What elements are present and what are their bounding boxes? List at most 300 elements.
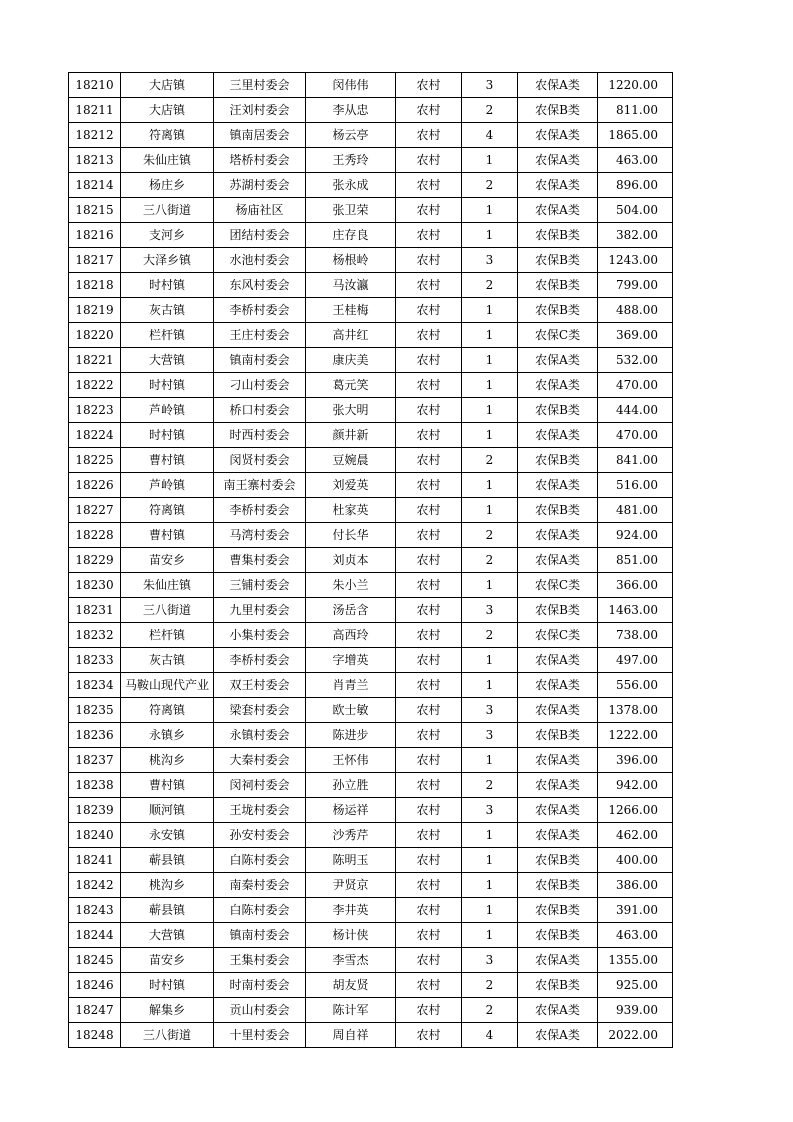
amount-cell: 532.00	[598, 348, 673, 373]
township-cell: 桃沟乡	[121, 748, 214, 773]
person-name-cell: 刘贞本	[306, 548, 396, 573]
household-count-cell: 3	[462, 73, 518, 98]
village-committee-cell: 三铺村委会	[214, 573, 306, 598]
household-count-cell: 1	[462, 498, 518, 523]
record-id-cell: 18226	[69, 473, 121, 498]
record-id-cell: 18216	[69, 223, 121, 248]
insurance-category-cell: 农保B类	[518, 898, 598, 923]
residence-type-cell: 农村	[396, 623, 462, 648]
amount-cell: 1266.00	[598, 798, 673, 823]
household-count-cell: 1	[462, 673, 518, 698]
record-id-cell: 18228	[69, 523, 121, 548]
table-row	[69, 823, 673, 848]
household-count-cell: 1	[462, 423, 518, 448]
insurance-category-cell: 农保C类	[518, 573, 598, 598]
person-name-cell: 豆婉晨	[306, 448, 396, 473]
household-count-cell: 1	[462, 573, 518, 598]
table-row	[69, 423, 673, 448]
household-count-cell: 1	[462, 923, 518, 948]
amount-cell: 400.00	[598, 848, 673, 873]
table-row	[69, 398, 673, 423]
table-row	[69, 898, 673, 923]
table-row	[69, 673, 673, 698]
residence-type-cell: 农村	[396, 673, 462, 698]
household-count-cell: 1	[462, 298, 518, 323]
person-name-cell: 杨运祥	[306, 798, 396, 823]
insurance-category-cell: 农保B类	[518, 923, 598, 948]
person-name-cell: 庄存良	[306, 223, 396, 248]
township-cell: 蕲县镇	[121, 848, 214, 873]
township-cell: 三八街道	[121, 198, 214, 223]
residence-type-cell: 农村	[396, 348, 462, 373]
residence-type-cell: 农村	[396, 773, 462, 798]
insurance-category-cell: 农保A类	[518, 423, 598, 448]
village-committee-cell: 镇南村委会	[214, 923, 306, 948]
residence-type-cell: 农村	[396, 423, 462, 448]
amount-cell: 851.00	[598, 548, 673, 573]
township-cell: 桃沟乡	[121, 873, 214, 898]
residence-type-cell: 农村	[396, 373, 462, 398]
record-id-cell: 18213	[69, 148, 121, 173]
township-cell: 时村镇	[121, 423, 214, 448]
person-name-cell: 沙秀芹	[306, 823, 396, 848]
record-id-cell: 18234	[69, 673, 121, 698]
person-name-cell: 刘爱英	[306, 473, 396, 498]
household-count-cell: 1	[462, 898, 518, 923]
residence-type-cell: 农村	[396, 848, 462, 873]
amount-cell: 799.00	[598, 273, 673, 298]
township-cell: 栏杆镇	[121, 323, 214, 348]
village-committee-cell: 曹集村委会	[214, 548, 306, 573]
village-committee-cell: 时南村委会	[214, 973, 306, 998]
household-count-cell: 2	[462, 273, 518, 298]
person-name-cell: 闵伟伟	[306, 73, 396, 98]
table-row	[69, 298, 673, 323]
person-name-cell: 汤岳含	[306, 598, 396, 623]
household-count-cell: 2	[462, 973, 518, 998]
residence-type-cell: 农村	[396, 148, 462, 173]
residence-type-cell: 农村	[396, 298, 462, 323]
township-cell: 芦岭镇	[121, 473, 214, 498]
residence-type-cell: 农村	[396, 598, 462, 623]
household-count-cell: 2	[462, 98, 518, 123]
insurance-category-cell: 农保B类	[518, 723, 598, 748]
household-count-cell: 2	[462, 173, 518, 198]
table-row	[69, 548, 673, 573]
record-id-cell: 18230	[69, 573, 121, 598]
residence-type-cell: 农村	[396, 123, 462, 148]
amount-cell: 396.00	[598, 748, 673, 773]
township-cell: 杨庄乡	[121, 173, 214, 198]
household-count-cell: 2	[462, 448, 518, 473]
record-id-cell: 18227	[69, 498, 121, 523]
household-count-cell: 1	[462, 848, 518, 873]
township-cell: 解集乡	[121, 998, 214, 1023]
village-committee-cell: 小集村委会	[214, 623, 306, 648]
record-id-cell: 18245	[69, 948, 121, 973]
household-count-cell: 2	[462, 548, 518, 573]
residence-type-cell: 农村	[396, 748, 462, 773]
household-count-cell: 2	[462, 998, 518, 1023]
record-id-cell: 18240	[69, 823, 121, 848]
table-row	[69, 798, 673, 823]
household-count-cell: 1	[462, 348, 518, 373]
township-cell: 时村镇	[121, 373, 214, 398]
table-row	[69, 598, 673, 623]
table-row	[69, 98, 673, 123]
village-committee-cell: 刁山村委会	[214, 373, 306, 398]
residence-type-cell: 农村	[396, 248, 462, 273]
household-count-cell: 1	[462, 823, 518, 848]
amount-cell: 1463.00	[598, 598, 673, 623]
person-name-cell: 字增英	[306, 648, 396, 673]
residence-type-cell: 农村	[396, 923, 462, 948]
person-name-cell: 李井英	[306, 898, 396, 923]
insurance-category-cell: 农保A类	[518, 998, 598, 1023]
table-row	[69, 848, 673, 873]
table-row	[69, 323, 673, 348]
record-id-cell: 18223	[69, 398, 121, 423]
insurance-category-cell: 农保A类	[518, 198, 598, 223]
record-id-cell: 18244	[69, 923, 121, 948]
township-cell: 大店镇	[121, 73, 214, 98]
record-id-cell: 18237	[69, 748, 121, 773]
person-name-cell: 康庆美	[306, 348, 396, 373]
village-committee-cell: 白陈村委会	[214, 848, 306, 873]
village-committee-cell: 三里村委会	[214, 73, 306, 98]
residence-type-cell: 农村	[396, 998, 462, 1023]
insurance-category-cell: 农保B类	[518, 448, 598, 473]
insurance-category-cell: 农保B类	[518, 873, 598, 898]
village-committee-cell: 苏湖村委会	[214, 173, 306, 198]
table-row	[69, 698, 673, 723]
insurance-category-cell: 农保C类	[518, 623, 598, 648]
township-cell: 朱仙庄镇	[121, 148, 214, 173]
village-committee-cell: 李桥村委会	[214, 648, 306, 673]
table-row	[69, 523, 673, 548]
residence-type-cell: 农村	[396, 723, 462, 748]
village-committee-cell: 塔桥村委会	[214, 148, 306, 173]
township-cell: 符离镇	[121, 123, 214, 148]
insurance-category-cell: 农保A类	[518, 948, 598, 973]
person-name-cell: 欧士敏	[306, 698, 396, 723]
township-cell: 大泽乡镇	[121, 248, 214, 273]
insurance-category-cell: 农保A类	[518, 698, 598, 723]
person-name-cell: 陈计军	[306, 998, 396, 1023]
table-row	[69, 73, 673, 98]
record-id-cell: 18210	[69, 73, 121, 98]
record-id-cell: 18233	[69, 648, 121, 673]
insurance-category-cell: 农保A类	[518, 748, 598, 773]
insurance-category-cell: 农保B类	[518, 248, 598, 273]
insurance-category-cell: 农保A类	[518, 473, 598, 498]
township-cell: 朱仙庄镇	[121, 573, 214, 598]
amount-cell: 463.00	[598, 923, 673, 948]
residence-type-cell: 农村	[396, 223, 462, 248]
table-body	[69, 73, 673, 1048]
household-count-cell: 2	[462, 773, 518, 798]
amount-cell: 470.00	[598, 423, 673, 448]
village-committee-cell: 大秦村委会	[214, 748, 306, 773]
record-id-cell: 18248	[69, 1023, 121, 1048]
table-row	[69, 123, 673, 148]
table-row	[69, 973, 673, 998]
person-name-cell: 杨根岭	[306, 248, 396, 273]
residence-type-cell: 农村	[396, 573, 462, 598]
insurance-category-cell: 农保A类	[518, 148, 598, 173]
residence-type-cell: 农村	[396, 823, 462, 848]
person-name-cell: 杨云亭	[306, 123, 396, 148]
amount-cell: 738.00	[598, 623, 673, 648]
household-count-cell: 1	[462, 748, 518, 773]
township-cell: 三八街道	[121, 598, 214, 623]
record-id-cell: 18243	[69, 898, 121, 923]
township-cell: 时村镇	[121, 973, 214, 998]
village-committee-cell: 永镇村委会	[214, 723, 306, 748]
village-committee-cell: 马湾村委会	[214, 523, 306, 548]
village-committee-cell: 王垅村委会	[214, 798, 306, 823]
township-cell: 符离镇	[121, 498, 214, 523]
person-name-cell: 张大明	[306, 398, 396, 423]
amount-cell: 811.00	[598, 98, 673, 123]
person-name-cell: 高西玲	[306, 623, 396, 648]
person-name-cell: 李雪杰	[306, 948, 396, 973]
person-name-cell: 陈明玉	[306, 848, 396, 873]
person-name-cell: 李从忠	[306, 98, 396, 123]
township-cell: 支河乡	[121, 223, 214, 248]
village-committee-cell: 团结村委会	[214, 223, 306, 248]
residence-type-cell: 农村	[396, 73, 462, 98]
village-committee-cell: 双王村委会	[214, 673, 306, 698]
record-id-cell: 18211	[69, 98, 121, 123]
village-committee-cell: 汪刘村委会	[214, 98, 306, 123]
table-row	[69, 148, 673, 173]
amount-cell: 391.00	[598, 898, 673, 923]
table-row	[69, 648, 673, 673]
insurance-category-cell: 农保A类	[518, 173, 598, 198]
record-id-cell: 18219	[69, 298, 121, 323]
household-count-cell: 1	[462, 648, 518, 673]
insurance-category-cell: 农保C类	[518, 323, 598, 348]
village-committee-cell: 李桥村委会	[214, 298, 306, 323]
amount-cell: 925.00	[598, 973, 673, 998]
record-id-cell: 18221	[69, 348, 121, 373]
residence-type-cell: 农村	[396, 448, 462, 473]
record-id-cell: 18229	[69, 548, 121, 573]
amount-cell: 497.00	[598, 648, 673, 673]
person-name-cell: 张卫荣	[306, 198, 396, 223]
amount-cell: 444.00	[598, 398, 673, 423]
table-row	[69, 348, 673, 373]
record-id-cell: 18217	[69, 248, 121, 273]
residence-type-cell: 农村	[396, 873, 462, 898]
household-count-cell: 3	[462, 598, 518, 623]
residence-type-cell: 农村	[396, 173, 462, 198]
amount-cell: 470.00	[598, 373, 673, 398]
residence-type-cell: 农村	[396, 948, 462, 973]
township-cell: 马鞍山现代产业	[121, 673, 214, 698]
insurance-category-cell: 农保A类	[518, 673, 598, 698]
table-row	[69, 923, 673, 948]
insurance-category-cell: 农保B类	[518, 848, 598, 873]
table-row	[69, 948, 673, 973]
table-row	[69, 448, 673, 473]
table-row	[69, 198, 673, 223]
amount-cell: 1222.00	[598, 723, 673, 748]
village-committee-cell: 贡山村委会	[214, 998, 306, 1023]
record-id-cell: 18224	[69, 423, 121, 448]
village-committee-cell: 南王寨村委会	[214, 473, 306, 498]
insurance-category-cell: 农保B类	[518, 98, 598, 123]
person-name-cell: 尹贤京	[306, 873, 396, 898]
household-count-cell: 1	[462, 323, 518, 348]
residence-type-cell: 农村	[396, 273, 462, 298]
record-id-cell: 18231	[69, 598, 121, 623]
household-count-cell: 2	[462, 523, 518, 548]
residence-type-cell: 农村	[396, 898, 462, 923]
village-committee-cell: 桥口村委会	[214, 398, 306, 423]
amount-cell: 488.00	[598, 298, 673, 323]
village-committee-cell: 九里村委会	[214, 598, 306, 623]
household-count-cell: 1	[462, 473, 518, 498]
household-count-cell: 1	[462, 873, 518, 898]
table-row	[69, 273, 673, 298]
insurance-category-cell: 农保A类	[518, 123, 598, 148]
person-name-cell: 周自祥	[306, 1023, 396, 1048]
township-cell: 永镇乡	[121, 723, 214, 748]
amount-cell: 481.00	[598, 498, 673, 523]
person-name-cell: 付长华	[306, 523, 396, 548]
amount-cell: 463.00	[598, 148, 673, 173]
table-row	[69, 173, 673, 198]
record-id-cell: 18239	[69, 798, 121, 823]
township-cell: 曹村镇	[121, 448, 214, 473]
table-row	[69, 1023, 673, 1048]
amount-cell: 1220.00	[598, 73, 673, 98]
village-committee-cell: 白陈村委会	[214, 898, 306, 923]
township-cell: 符离镇	[121, 698, 214, 723]
insurance-category-cell: 农保A类	[518, 798, 598, 823]
township-cell: 灰古镇	[121, 648, 214, 673]
insurance-category-cell: 农保A类	[518, 648, 598, 673]
residence-type-cell: 农村	[396, 523, 462, 548]
household-count-cell: 4	[462, 1023, 518, 1048]
insurance-category-cell: 农保A类	[518, 1023, 598, 1048]
record-id-cell: 18241	[69, 848, 121, 873]
household-count-cell: 3	[462, 723, 518, 748]
insurance-category-cell: 农保A类	[518, 73, 598, 98]
township-cell: 大店镇	[121, 98, 214, 123]
insurance-category-cell: 农保B类	[518, 598, 598, 623]
township-cell: 苗安乡	[121, 548, 214, 573]
township-cell: 蕲县镇	[121, 898, 214, 923]
village-committee-cell: 南秦村委会	[214, 873, 306, 898]
person-name-cell: 孙立胜	[306, 773, 396, 798]
record-id-cell: 18247	[69, 998, 121, 1023]
township-cell: 顺河镇	[121, 798, 214, 823]
township-cell: 芦岭镇	[121, 398, 214, 423]
amount-cell: 896.00	[598, 173, 673, 198]
insurance-category-cell: 农保A类	[518, 373, 598, 398]
person-name-cell: 葛元笑	[306, 373, 396, 398]
residence-type-cell: 农村	[396, 473, 462, 498]
amount-cell: 1378.00	[598, 698, 673, 723]
insurance-category-cell: 农保B类	[518, 223, 598, 248]
village-committee-cell: 闵贤村委会	[214, 448, 306, 473]
household-count-cell: 1	[462, 398, 518, 423]
record-id-cell: 18212	[69, 123, 121, 148]
township-cell: 栏杆镇	[121, 623, 214, 648]
amount-cell: 462.00	[598, 823, 673, 848]
household-count-cell: 1	[462, 373, 518, 398]
table-row	[69, 498, 673, 523]
residence-type-cell: 农村	[396, 98, 462, 123]
residence-type-cell: 农村	[396, 548, 462, 573]
amount-cell: 841.00	[598, 448, 673, 473]
insurance-category-cell: 农保A类	[518, 548, 598, 573]
township-cell: 大营镇	[121, 348, 214, 373]
record-id-cell: 18218	[69, 273, 121, 298]
amount-cell: 1355.00	[598, 948, 673, 973]
amount-cell: 939.00	[598, 998, 673, 1023]
amount-cell: 942.00	[598, 773, 673, 798]
person-name-cell: 陈进步	[306, 723, 396, 748]
township-cell: 永安镇	[121, 823, 214, 848]
household-count-cell: 4	[462, 123, 518, 148]
amount-cell: 382.00	[598, 223, 673, 248]
table-row	[69, 748, 673, 773]
insurance-category-cell: 农保B类	[518, 973, 598, 998]
village-committee-cell: 王集村委会	[214, 948, 306, 973]
person-name-cell: 杨计侠	[306, 923, 396, 948]
table-row	[69, 473, 673, 498]
village-committee-cell: 时西村委会	[214, 423, 306, 448]
household-count-cell: 3	[462, 698, 518, 723]
record-id-cell: 18235	[69, 698, 121, 723]
person-name-cell: 胡友贤	[306, 973, 396, 998]
township-cell: 时村镇	[121, 273, 214, 298]
township-cell: 灰古镇	[121, 298, 214, 323]
record-id-cell: 18225	[69, 448, 121, 473]
amount-cell: 1865.00	[598, 123, 673, 148]
person-name-cell: 王桂梅	[306, 298, 396, 323]
township-cell: 苗安乡	[121, 948, 214, 973]
person-name-cell: 杜家英	[306, 498, 396, 523]
household-count-cell: 1	[462, 223, 518, 248]
amount-cell: 369.00	[598, 323, 673, 348]
amount-cell: 516.00	[598, 473, 673, 498]
residence-type-cell: 农村	[396, 648, 462, 673]
township-cell: 曹村镇	[121, 773, 214, 798]
record-id-cell: 18222	[69, 373, 121, 398]
household-count-cell: 3	[462, 948, 518, 973]
residence-type-cell: 农村	[396, 398, 462, 423]
table-row	[69, 998, 673, 1023]
insurance-category-cell: 农保A类	[518, 348, 598, 373]
township-cell: 曹村镇	[121, 523, 214, 548]
residence-type-cell: 农村	[396, 1023, 462, 1048]
insurance-category-cell: 农保B类	[518, 273, 598, 298]
record-id-cell: 18246	[69, 973, 121, 998]
insurance-category-cell: 农保B类	[518, 498, 598, 523]
residence-type-cell: 农村	[396, 973, 462, 998]
residence-type-cell: 农村	[396, 498, 462, 523]
insurance-category-cell: 农保B类	[518, 398, 598, 423]
household-count-cell: 1	[462, 148, 518, 173]
amount-cell: 556.00	[598, 673, 673, 698]
village-committee-cell: 闵祠村委会	[214, 773, 306, 798]
insurance-category-cell: 农保A类	[518, 773, 598, 798]
